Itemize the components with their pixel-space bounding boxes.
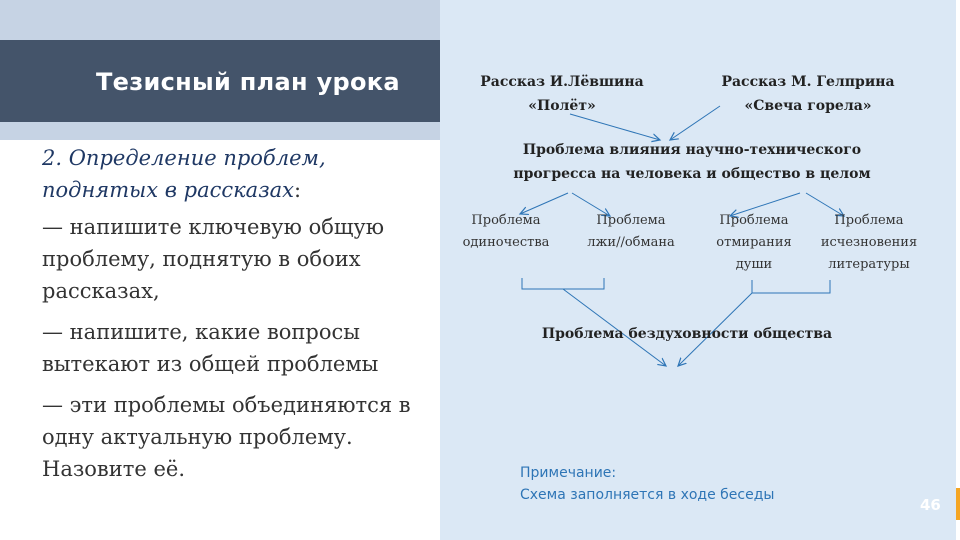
subproblem-lies bbox=[572, 210, 690, 254]
main-problem bbox=[472, 138, 912, 186]
subproblem-1-label: Проблема bbox=[471, 213, 541, 228]
story-gelprin-title: «Свеча горела» bbox=[744, 98, 872, 114]
slide-title: Тезисный план урока bbox=[96, 68, 400, 96]
main-problem-line-2: прогресса на человека и общество в целом bbox=[513, 166, 871, 182]
story-gelprin bbox=[712, 70, 904, 118]
story-gelprin-author: Рассказ М. Гелприна bbox=[721, 74, 895, 90]
note-label: Примечание: bbox=[520, 465, 617, 481]
subproblem-literature bbox=[810, 210, 928, 276]
subproblem-loneliness bbox=[448, 210, 564, 254]
subproblem-3-name-cont: души bbox=[735, 257, 773, 272]
subproblem-4-name-cont: литературы bbox=[828, 257, 910, 272]
subproblem-2-name: лжи//обмана bbox=[587, 235, 675, 250]
teacher-note bbox=[520, 462, 774, 506]
subproblem-3-name: отмирания bbox=[716, 235, 792, 250]
bracket-left bbox=[522, 278, 604, 289]
subproblem-3-label: Проблема bbox=[719, 213, 789, 228]
task-item-3: — эти проблемы объединяются в одну актуальную проблему. Назовите её. bbox=[42, 393, 411, 481]
task-item-1: — напишите ключевую общую проблему, поднятую в обоих рассказах, bbox=[42, 215, 385, 303]
subproblem-2-label: Проблема bbox=[596, 213, 666, 228]
subproblem-soul bbox=[700, 210, 808, 276]
story-levshin bbox=[474, 70, 650, 118]
bracket-right bbox=[752, 280, 830, 293]
task-heading-colon: : bbox=[294, 178, 302, 202]
task-item-2: — напишите, какие вопросы вытекают из общей проблемы bbox=[42, 320, 379, 376]
page-number: 46 bbox=[920, 496, 941, 514]
slide-right-edge bbox=[956, 0, 960, 540]
story-levshin-title: «Полёт» bbox=[528, 98, 596, 114]
page-accent-mark bbox=[956, 488, 960, 520]
subproblem-4-name: исчезновения bbox=[820, 235, 918, 250]
subproblem-1-name: одиночества bbox=[462, 235, 550, 250]
story-levshin-author: Рассказ И.Лёвшина bbox=[480, 74, 644, 90]
note-text: Схема заполняется в ходе беседы bbox=[520, 487, 775, 503]
task-heading-text: 2. Определение проблем, поднятых в рассказах bbox=[42, 146, 326, 202]
main-problem-line-1: Проблема влияния научно-технического bbox=[522, 142, 862, 158]
final-problem: Проблема бездуховности общества bbox=[541, 326, 833, 342]
subproblem-4-label: Проблема bbox=[834, 213, 904, 228]
